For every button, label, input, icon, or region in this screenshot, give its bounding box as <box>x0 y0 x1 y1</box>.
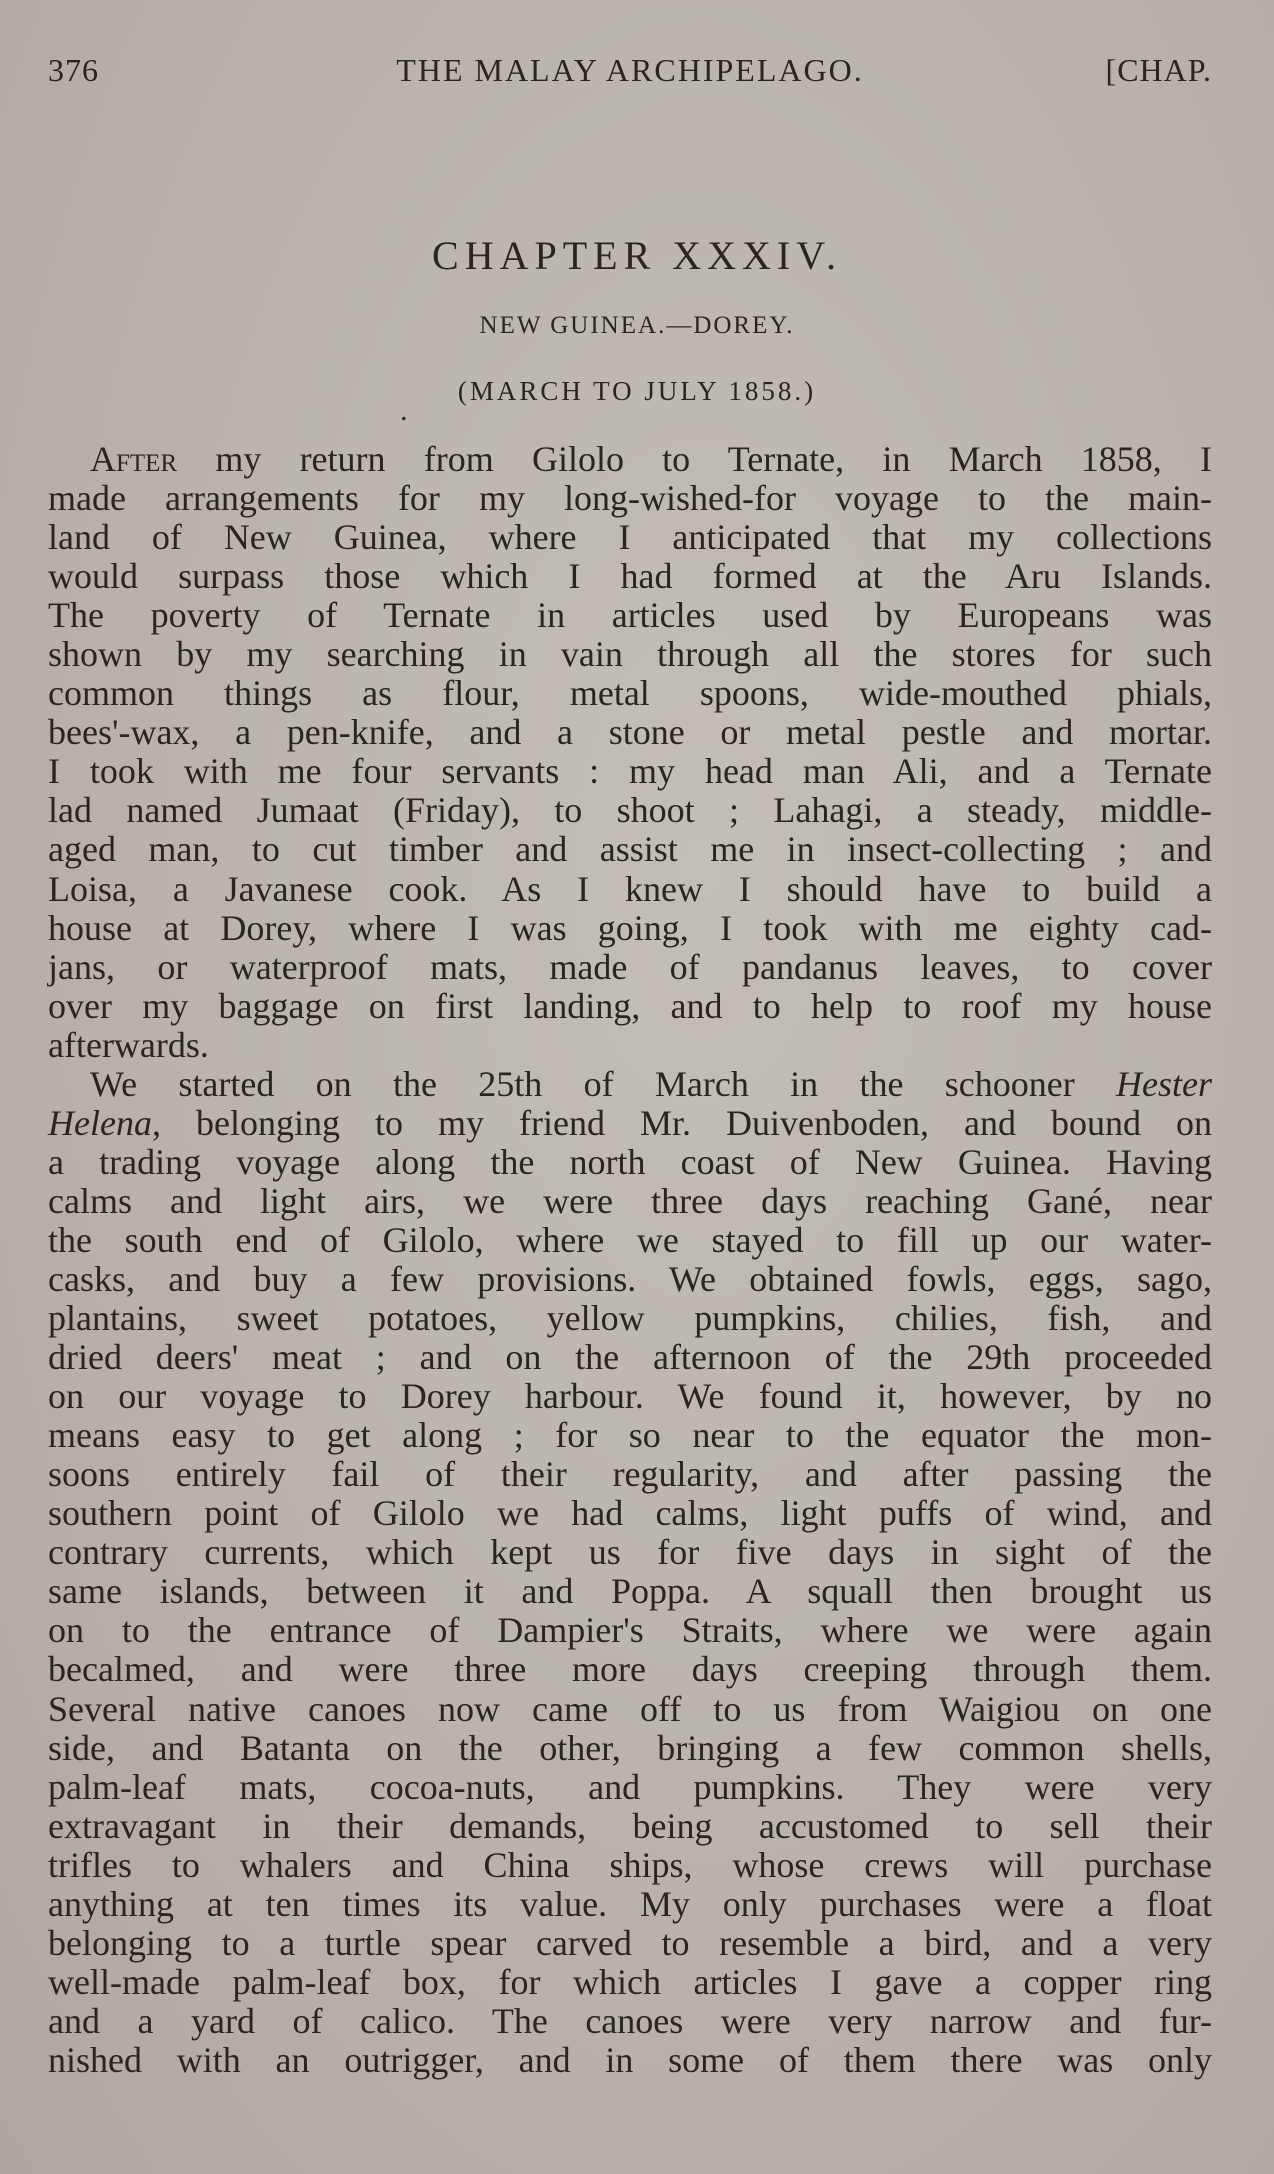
text-line: belonging to a turtle spear carved to resemble a bird, and a very <box>48 1922 1212 1963</box>
text-line: contrary currents, which kept us for five days in sight of the <box>48 1532 1212 1573</box>
text-line: made arrangements for my long-wished-for voyage to the main- <box>48 478 1212 519</box>
chapter-subtitle: NEW GUINEA.—DOREY. <box>479 312 795 339</box>
page-number: 376 <box>48 52 99 88</box>
text-line: plantains, sweet potatoes, yellow pumpkins, chilies, fish, and <box>48 1298 1212 1339</box>
text-line: extravagant in their demands, being accustomed to sell their <box>48 1805 1212 1846</box>
text-line: on to the entrance of Dampier's Straits, where we were again <box>48 1610 1212 1651</box>
text-line: afterwards. <box>48 1024 209 1065</box>
text-line: the south end of Gilolo, where we stayed to fill up our water- <box>48 1219 1212 1260</box>
text-line: means easy to get along ; for so near to the equator the mon- <box>48 1415 1212 1456</box>
text-line: nished with an outrigger, and in some of them there was only <box>48 2039 1212 2080</box>
text-line: shown by my searching in vain through all the stores for such <box>48 634 1212 675</box>
text-line: Several native canoes now came off to us from Waigiou on one <box>48 1688 1212 1729</box>
text-line: jans, or waterproof mats, made of pandanus leaves, to cover <box>48 946 1212 987</box>
running-title: THE MALAY ARCHIPELAGO. <box>396 52 864 88</box>
text-line: Loisa, a Javanese cook. As I knew I should have to build a <box>48 868 1212 909</box>
text-line: a trading voyage along the north coast of New Guinea. Having <box>48 1141 1212 1182</box>
text-line: I took with me four servants : my head man Ali, and a Ternate <box>48 751 1212 792</box>
text-line: house at Dorey, where I was going, I took with me eighty cad- <box>48 907 1212 948</box>
text-line: over my baggage on first landing, and to help to roof my house <box>48 985 1212 1026</box>
text-line: and a yard of calico. The canoes were very narrow and fur- <box>48 2000 1212 2041</box>
chapter-dates-text: (MARCH TO JULY 1858.) <box>457 376 817 406</box>
text-line: would surpass those which I had formed at the Aru Islands. <box>48 556 1212 597</box>
text-line: dried deers' meat ; and on the afternoon of the 29th proceeded <box>48 1337 1212 1378</box>
stray-mark: . <box>400 394 408 427</box>
text-line: The poverty of Ternate in articles used by Europeans was <box>48 595 1212 636</box>
text-line: casks, and buy a few provisions. We obtained fowls, eggs, sago, <box>48 1258 1212 1299</box>
text-line: anything at ten times its value. My only purchases were a float <box>48 1883 1212 1924</box>
text-line: After my return from Gilolo to Ternate, in March 1858, I <box>90 439 1212 479</box>
text-line: on our voyage to Dorey harbour. We found it, however, by no <box>48 1376 1212 1417</box>
text-line: becalmed, and were three more days creeping through them. <box>48 1649 1212 1690</box>
text-line: common things as flour, metal spoons, wide-mouthed phials, <box>48 673 1212 714</box>
text-line: land of New Guinea, where I anticipated that my collections <box>48 517 1212 558</box>
text-line: Helena, belonging to my friend Mr. Duivenboden, and bound on <box>48 1102 1212 1143</box>
text-line: aged man, to cut timber and assist me in insect-collecting ; and <box>48 829 1212 870</box>
text-line: soons entirely fail of their regularity, and after passing the <box>48 1454 1212 1495</box>
chapter-abbrev: [CHAP. <box>1105 52 1212 88</box>
text-line: well-made palm-leaf box, for which articles I gave a copper ring <box>48 1961 1212 2002</box>
text-line: side, and Batanta on the other, bringing a few common shells, <box>48 1727 1212 1768</box>
chapter-title: CHAPTER XXXIV. <box>432 233 842 278</box>
text-line: calms and light airs, we were three days reaching Gané, near <box>48 1180 1212 1221</box>
text-line: southern point of Gilolo we had calms, light puffs of wind, and <box>48 1493 1212 1534</box>
text-line: palm-leaf mats, cocoa-nuts, and pumpkins. They were very <box>48 1766 1212 1807</box>
text-line: bees'-wax, a pen-knife, and a stone or metal pestle and mortar. <box>48 712 1212 753</box>
running-header <box>48 52 1212 100</box>
chapter-dates <box>0 376 1274 407</box>
text-line: same islands, between it and Poppa. A squall then brought us <box>48 1571 1212 1612</box>
text-line: trifles to whalers and China ships, whose crews will purchase <box>48 1844 1212 1885</box>
ship-name: Helena <box>48 1102 152 1143</box>
text-line: We started on the 25th of March in the schooner Hester <box>90 1063 1212 1104</box>
lead-word: After <box>90 439 178 479</box>
ship-name: Hester <box>1116 1063 1212 1104</box>
body-text <box>48 440 1212 2080</box>
text-line: lad named Jumaat (Friday), to shoot ; Lahagi, a steady, middle- <box>48 790 1212 831</box>
